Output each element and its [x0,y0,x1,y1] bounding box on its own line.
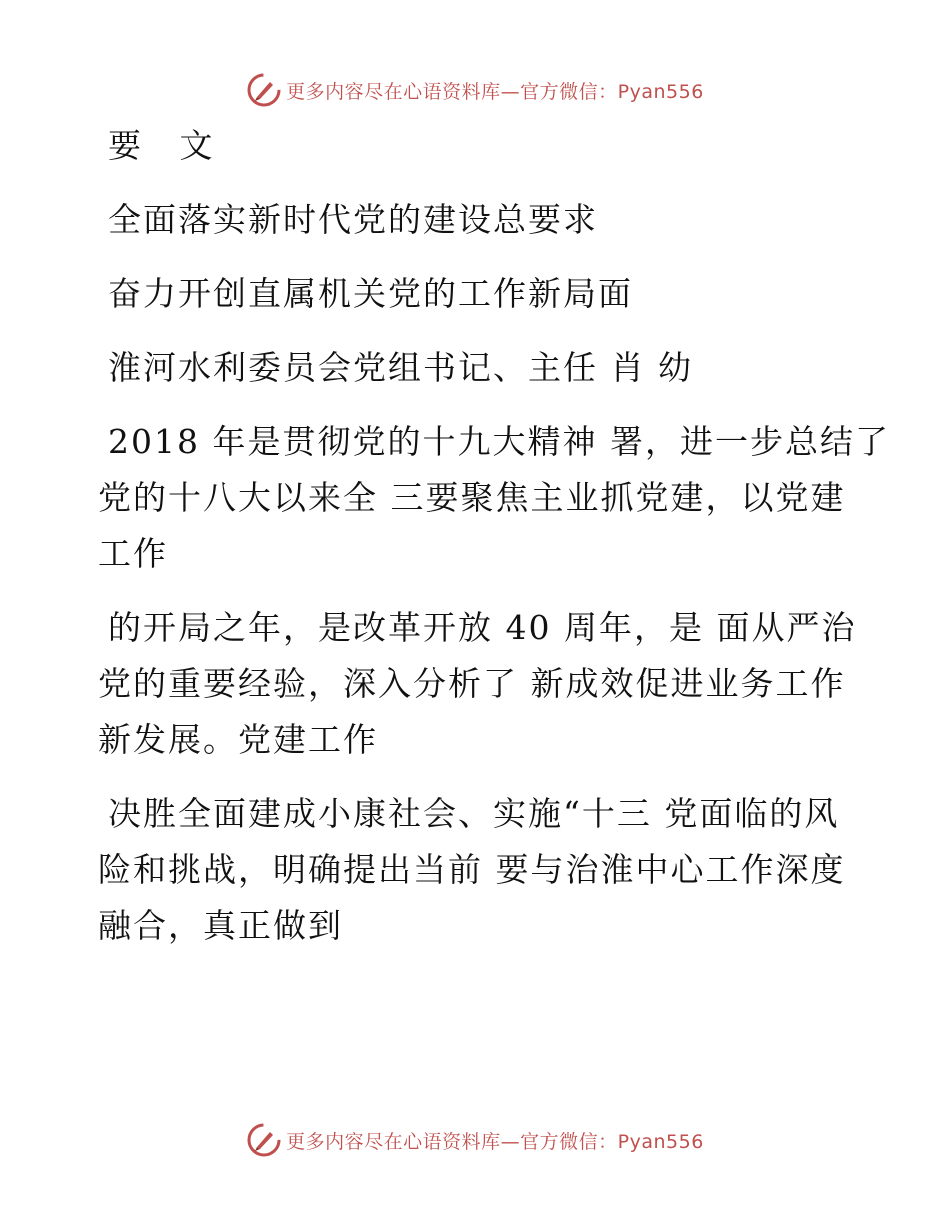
paragraph-line: 新发展。党建工作 [98,720,378,759]
paragraph-1 [98,414,890,582]
paragraph-line: 融合，真正做到 [98,906,343,945]
paragraph-line: 党的重要经验，深入分析了 新成效促进业务工作 [98,664,846,703]
paragraph-line: 党的十八大以来全 三要聚焦主业抓党建，以党建 [98,478,846,517]
pen-logo-icon [246,72,282,108]
header-watermark-banner [0,70,950,110]
footer-watermark-text: 更多内容尽在心语资料库—官方微信：Pyan556 [286,1130,704,1153]
paragraph-2 [98,600,858,768]
paragraph-line: 2018 年是贯彻党的十九大精神 署，进一步总结了 [108,422,890,461]
paragraph-line: 险和挑战，明确提出当前 要与治淮中心工作深度 [98,850,846,889]
paragraph-line: 的开局之年，是改革开放 40 周年，是 面从严治 [108,608,857,647]
paragraph-3 [98,786,858,954]
footer-watermark-banner [0,1120,950,1160]
paragraph-line: 工作 [98,534,168,573]
section-label: 要 文 [108,126,227,165]
author-line: 淮河水利委员会党组书记、主任 肖 幼 [108,348,693,387]
header-watermark-text: 更多内容尽在心语资料库—官方微信：Pyan556 [286,80,704,103]
pen-logo-icon [246,1122,282,1158]
title-line-1: 全面落实新时代党的建设总要求 [108,200,598,239]
document-body [98,118,890,972]
paragraph-line: 决胜全面建成小康社会、实施“十三 党面临的风 [108,794,840,833]
title-line-2: 奋力开创直属机关党的工作新局面 [108,274,633,313]
